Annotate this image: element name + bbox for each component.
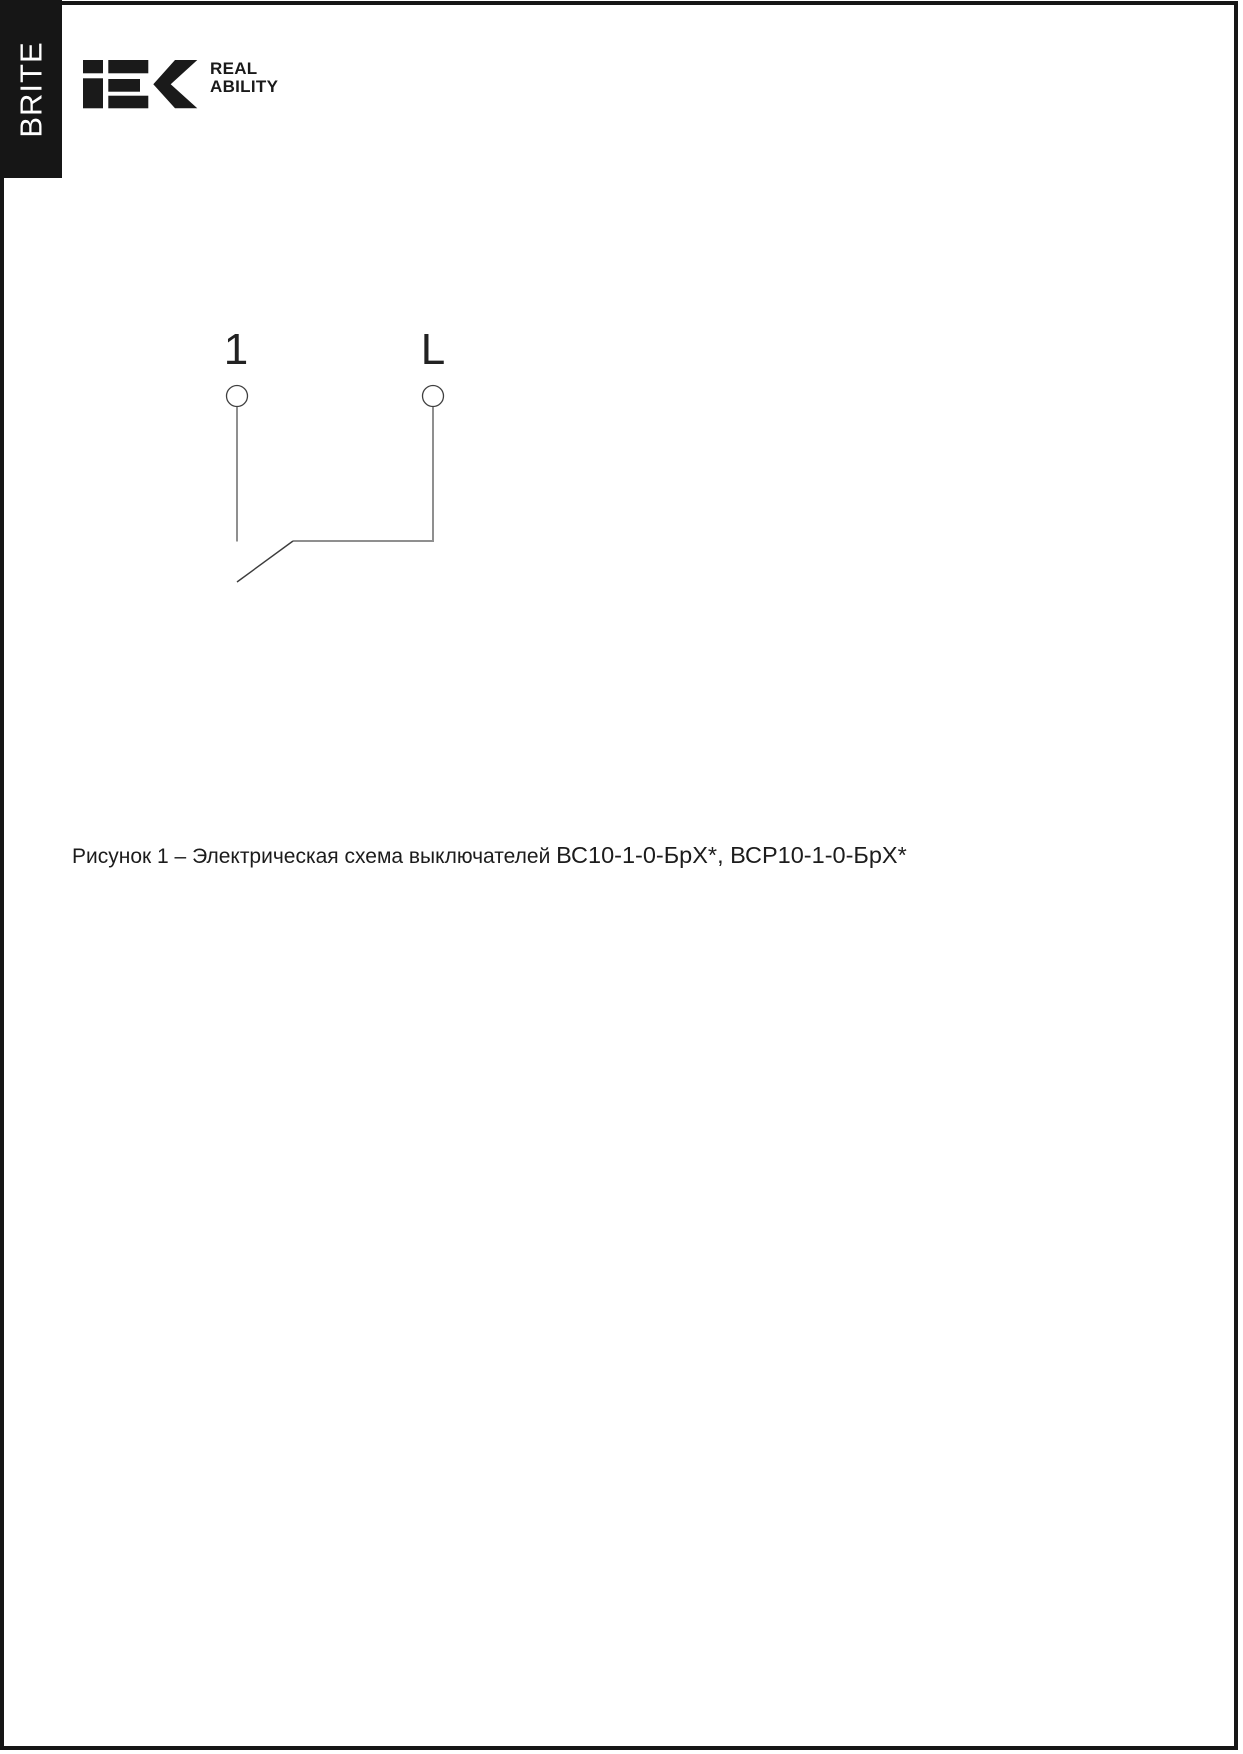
brand-tagline (210, 60, 278, 96)
logo-i-stem (83, 78, 103, 108)
terminal-1-label: 1 (223, 325, 249, 374)
switch-blade (237, 541, 293, 582)
circuit-diagram (170, 300, 490, 600)
iek-logo (82, 57, 200, 109)
caption-model-codes: ВС10-1-0-БрХ*, ВСР10-1-0-БрХ* (556, 842, 907, 868)
page-border (0, 1, 1238, 1750)
logo-e-middle-bar (108, 79, 140, 92)
tagline-line-1: REAL (210, 59, 258, 78)
brite-series-label: BRITE (13, 40, 49, 138)
logo-e-bottom-bar (108, 96, 148, 109)
brite-side-tab (0, 0, 62, 178)
logo-k-chevron (153, 60, 197, 108)
logo-i-dot (83, 60, 103, 73)
figure-caption (72, 842, 907, 869)
terminal-l-circle (423, 386, 444, 407)
terminal-1-circle (227, 386, 248, 407)
terminal-l-label: L (420, 325, 446, 374)
tagline-line-2: ABILITY (210, 77, 279, 96)
wire-terminal-l (293, 407, 433, 541)
logo-e-top-bar (108, 60, 148, 73)
caption-text: Рисунок 1 – Электрическая схема выключателей (72, 845, 557, 868)
